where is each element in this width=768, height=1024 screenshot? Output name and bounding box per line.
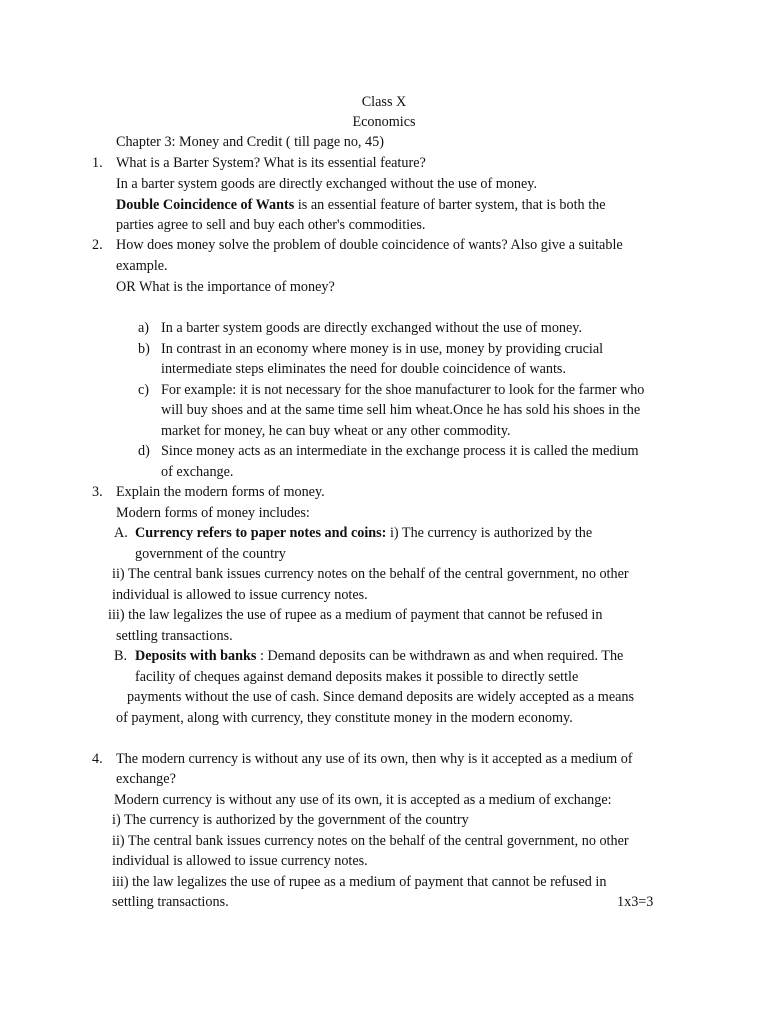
subject-title: Economics	[352, 114, 416, 130]
q3-item-A-text	[135, 525, 592, 542]
q1-answer-text: is an essential feature of barter system, that is both the	[294, 197, 606, 213]
q3-question: Explain the modern forms of money.	[116, 484, 325, 500]
chapter-title: Chapter 3: Money and Credit ( till page no, 45)	[116, 134, 384, 150]
q1-answer-line: In a barter system goods are directly exchanged without the use of money.	[116, 176, 538, 192]
q4-point-i: i) The currency is authorized by the government of the country	[112, 812, 469, 828]
q4-point-iii: settling transactions.	[112, 894, 229, 910]
q3-item-B-bold: Deposits with banks	[135, 648, 257, 664]
q2-number: 2.	[92, 237, 103, 253]
q2-item-c-marker: c)	[138, 382, 150, 398]
q2-item-d-marker: d)	[138, 443, 150, 459]
q3-item-B-text	[135, 648, 623, 665]
q2-item-d-text: of exchange.	[161, 464, 234, 480]
q2-item-c-text: will buy shoes and at the same time sell him wheat.Once he has sold his shoes in the	[161, 402, 641, 418]
q3-item-B-rest: : Demand deposits can be withdrawn as and when required. The	[256, 648, 624, 664]
q3-item-A-rest: i) The currency is authorized by the	[386, 525, 593, 541]
q2-item-b-marker: b)	[138, 341, 150, 357]
q4-question-line: exchange?	[116, 771, 176, 787]
q3-point-iii: settling transactions.	[116, 628, 233, 644]
q2-item-b-text: In contrast in an economy where money is in use, money by providing crucial	[161, 341, 604, 357]
q1-bold-term: Double Coincidence of Wants	[116, 197, 295, 213]
q4-question-line: The modern currency is without any use of its own, then why is it accepted as a medium of	[116, 751, 633, 767]
q2-or-question: OR What is the importance of money?	[116, 279, 335, 295]
q4-point-ii: individual is allowed to issue currency notes.	[112, 853, 368, 869]
q3-item-A-text: government of the country	[135, 546, 286, 562]
q3-number: 3.	[92, 484, 103, 500]
q1-answer-line: parties agree to sell and buy each other's commodities.	[116, 217, 426, 233]
q3-intro: Modern forms of money includes:	[116, 505, 310, 521]
q2-item-d-text: Since money acts as an intermediate in the exchange process it is called the medium	[161, 443, 639, 459]
q4-point-ii: ii) The central bank issues currency notes on the behalf of the central government, no other	[112, 833, 629, 849]
q3-item-B-text: facility of cheques against demand deposits makes it possible to directly settle	[135, 669, 579, 685]
q4-marks: 1x3=3	[617, 894, 654, 910]
q4-point-iii: iii) the law legalizes the use of rupee as a medium of payment that cannot be refused in	[112, 874, 607, 890]
q3-point-ii: individual is allowed to issue currency notes.	[112, 587, 368, 603]
q3-item-A-marker: A.	[114, 525, 128, 541]
q2-item-b-text: intermediate steps eliminates the need for double coincidence of wants.	[161, 361, 566, 377]
q3-item-A-bold: Currency refers to paper notes and coins:	[135, 525, 387, 541]
q3-item-B-text: of payment, along with currency, they constitute money in the modern economy.	[116, 710, 573, 726]
q3-point-iii: iii) the law legalizes the use of rupee as a medium of payment that cannot be refused in	[108, 607, 603, 623]
class-title: Class X	[361, 94, 407, 110]
q3-item-B-marker: B.	[114, 648, 128, 664]
q4-number: 4.	[92, 751, 103, 767]
q4-answer-intro: Modern currency is without any use of its own, it is accepted as a medium of exchange:	[114, 792, 612, 808]
q3-item-B-text: payments without the use of cash. Since demand deposits are widely accepted as a means	[127, 689, 635, 705]
q3-point-ii: ii) The central bank issues currency notes on the behalf of the central government, no other	[112, 566, 629, 582]
q1-number: 1.	[92, 155, 103, 171]
q1-question: What is a Barter System? What is its essential feature?	[116, 155, 426, 171]
q2-item-c-text: For example: it is not necessary for the shoe manufacturer to look for the farmer who	[161, 382, 645, 398]
q2-question-line: example.	[116, 258, 168, 274]
q2-item-a-marker: a)	[138, 320, 150, 336]
q2-item-c-text: market for money, he can buy wheat or any other commodity.	[161, 423, 511, 439]
q2-question-line: How does money solve the problem of double coincidence of wants? Also give a suitable	[116, 237, 623, 253]
q1-answer-line	[116, 197, 606, 214]
q2-item-a-text: In a barter system goods are directly exchanged without the use of money.	[161, 320, 583, 336]
